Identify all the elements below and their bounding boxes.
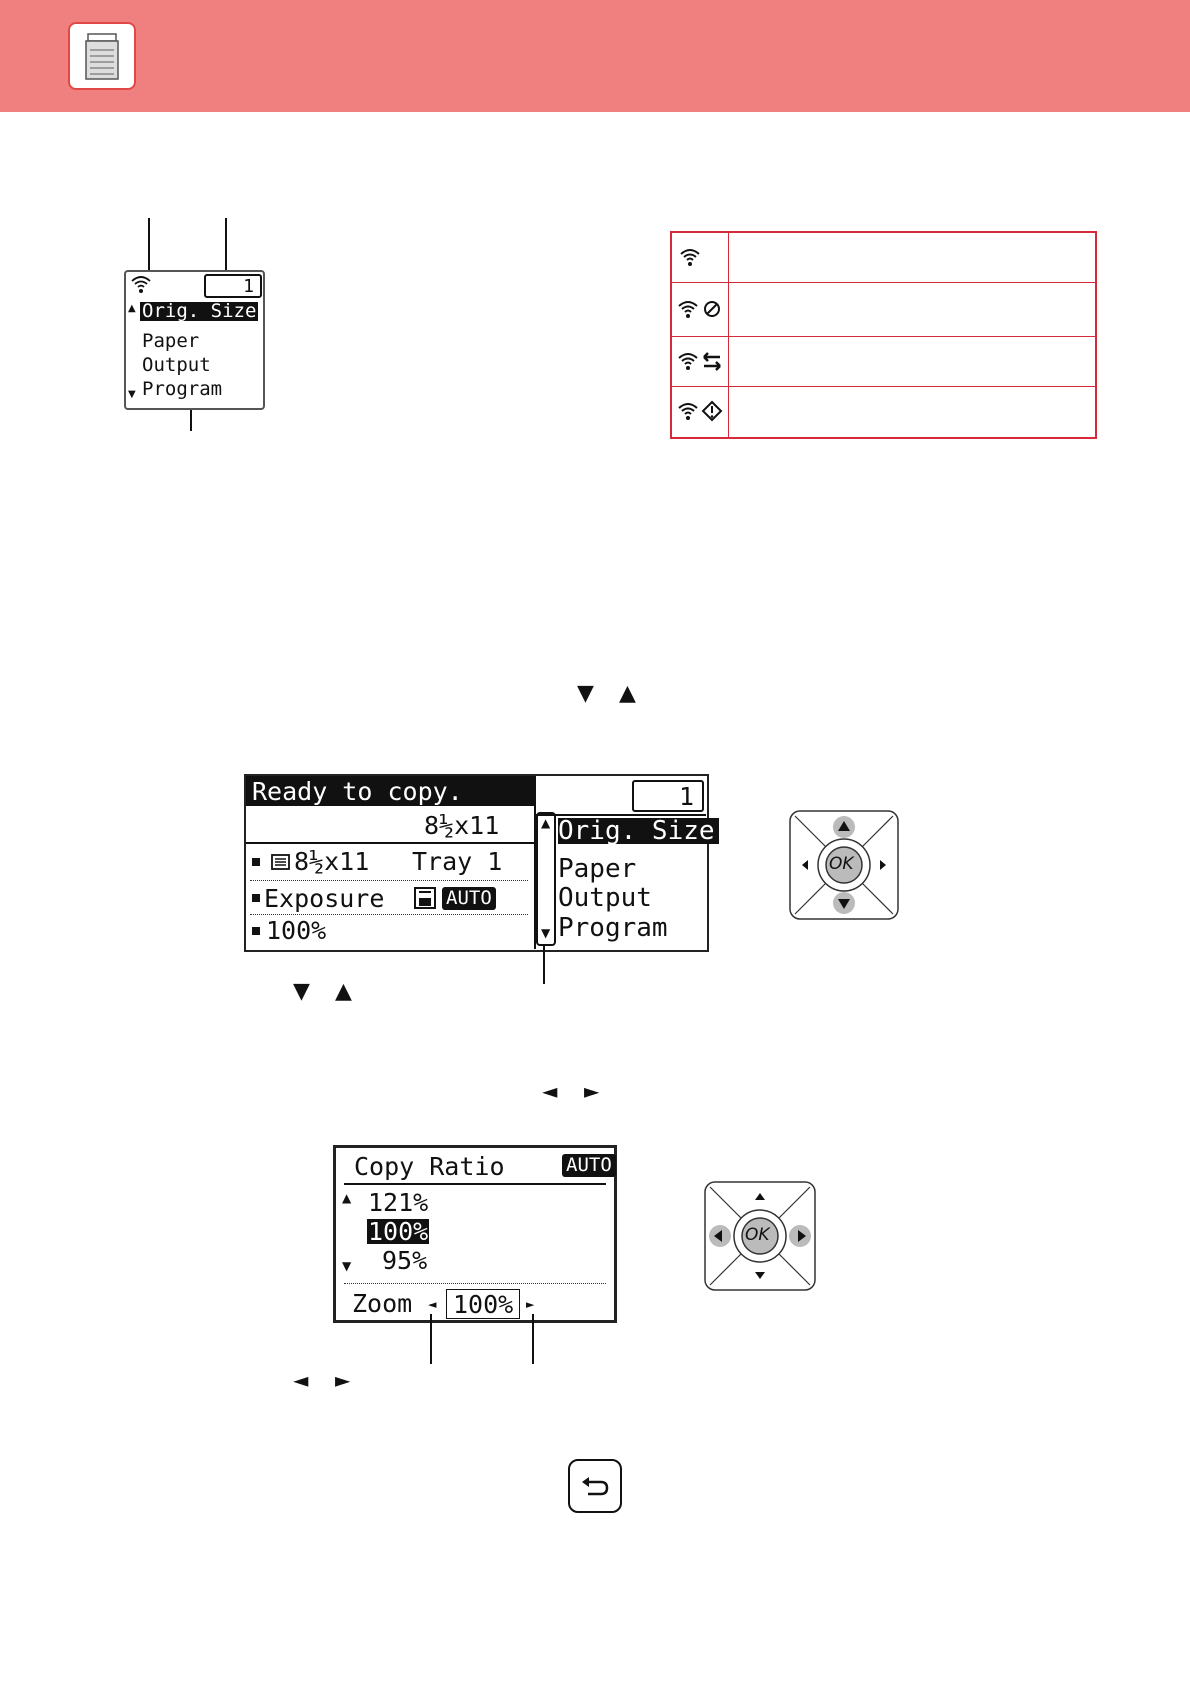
- menu-item: Orig. Size: [558, 818, 719, 844]
- lcd-small: [124, 270, 265, 410]
- divider: [250, 880, 528, 881]
- paper-icon: [270, 852, 292, 876]
- ratio-mode-badge: AUTO: [562, 1154, 616, 1177]
- ratio-option[interactable]: 95%: [382, 1246, 428, 1275]
- zoom-value: 100%: [453, 1290, 514, 1319]
- right-arrow-icon: ►: [584, 1079, 600, 1103]
- status-icon-table: [670, 231, 1097, 439]
- exposure-mode-badge: AUTO: [442, 887, 496, 910]
- copier-icon: [68, 22, 136, 90]
- scroll-up-icon: ▲: [128, 303, 136, 314]
- ratio-value: 100%: [266, 916, 327, 945]
- zoom-increase-icon[interactable]: ►: [526, 1298, 535, 1311]
- zoom-decrease-icon[interactable]: ◄: [428, 1298, 437, 1311]
- wireless-connecting-icon: [672, 337, 728, 385]
- ok-button[interactable]: OK: [829, 854, 854, 874]
- bullet-icon: [252, 858, 260, 866]
- scroll-down-icon: ▼: [128, 389, 136, 400]
- copies-box: [632, 780, 704, 812]
- divider: [344, 1283, 606, 1284]
- down-arrow-icon: ▼: [293, 979, 310, 1004]
- bullet-icon: [252, 894, 260, 902]
- table-icon-cell: [672, 283, 729, 336]
- wireless-icon: [130, 274, 152, 298]
- scroll-up-icon: ▲: [342, 1191, 352, 1205]
- wireless-disabled-icon: [672, 283, 728, 335]
- copies-box: [204, 274, 262, 298]
- menu-item: Orig. Size: [142, 300, 257, 322]
- status-text: Ready to copy.: [252, 777, 463, 806]
- bullet-icon: [252, 927, 260, 935]
- right-arrow-icon: ►: [335, 1368, 351, 1392]
- divider: [344, 1183, 606, 1185]
- zoom-field[interactable]: [446, 1289, 520, 1319]
- copies-value: 1: [678, 782, 694, 811]
- back-icon: [570, 1461, 620, 1511]
- menu-item: Output: [142, 354, 211, 376]
- left-arrow-icon: ◄: [542, 1079, 558, 1103]
- wireless-icon: [672, 233, 728, 281]
- left-arrow-icon: ◄: [293, 1368, 309, 1392]
- tray-value: Tray 1: [412, 847, 503, 876]
- scroll-down-icon: ▼: [342, 1259, 352, 1273]
- table-icon-cell: [672, 337, 729, 386]
- zoom-label: Zoom: [352, 1289, 413, 1318]
- menu-item: Program: [142, 378, 223, 400]
- ratio-option[interactable]: 121%: [368, 1188, 429, 1217]
- ratio-option[interactable]: 100%: [368, 1217, 429, 1246]
- divider: [250, 914, 528, 915]
- wireless-error-icon: [672, 387, 728, 435]
- status-bar: [246, 776, 534, 806]
- lcd-main: [244, 774, 715, 952]
- menu-item: Paper: [142, 330, 200, 352]
- keypad-up-down[interactable]: [789, 810, 899, 924]
- menu-item: Program: [558, 913, 668, 943]
- up-arrow-icon: ▲: [335, 979, 352, 1004]
- leader-line: [543, 944, 545, 984]
- menu-panel: [534, 776, 715, 949]
- back-button[interactable]: [568, 1459, 622, 1513]
- table-row: [672, 283, 1095, 337]
- copies-value: 1: [243, 276, 254, 297]
- orig-size-value: 8½x11: [424, 811, 500, 840]
- menu-item: Paper: [558, 854, 637, 884]
- ok-button[interactable]: OK: [745, 1225, 770, 1245]
- table-icon-cell: [672, 233, 729, 282]
- page-header: [0, 0, 1190, 112]
- scroll-down-icon: ▼: [541, 926, 551, 940]
- leader-line: [532, 1314, 534, 1364]
- down-arrow-icon: ▼: [577, 681, 594, 706]
- keypad-left-right[interactable]: [704, 1181, 816, 1295]
- up-arrow-icon: ▲: [619, 681, 636, 706]
- table-row: [672, 337, 1095, 387]
- leader-line: [225, 218, 227, 278]
- table-row: [672, 387, 1095, 437]
- paper-size-value: 8½x11: [294, 847, 370, 876]
- table-row: [672, 233, 1095, 283]
- scroll-up-icon: ▲: [541, 816, 551, 830]
- leader-line: [148, 218, 150, 274]
- leader-line: [430, 1314, 432, 1364]
- exposure-label: Exposure: [264, 884, 385, 913]
- screen-title: Copy Ratio: [354, 1152, 505, 1181]
- table-icon-cell: [672, 387, 729, 437]
- lcd-copy-ratio: [333, 1145, 617, 1323]
- document-icon: [413, 886, 437, 914]
- divider: [246, 842, 534, 844]
- menu-item: Output: [558, 883, 652, 913]
